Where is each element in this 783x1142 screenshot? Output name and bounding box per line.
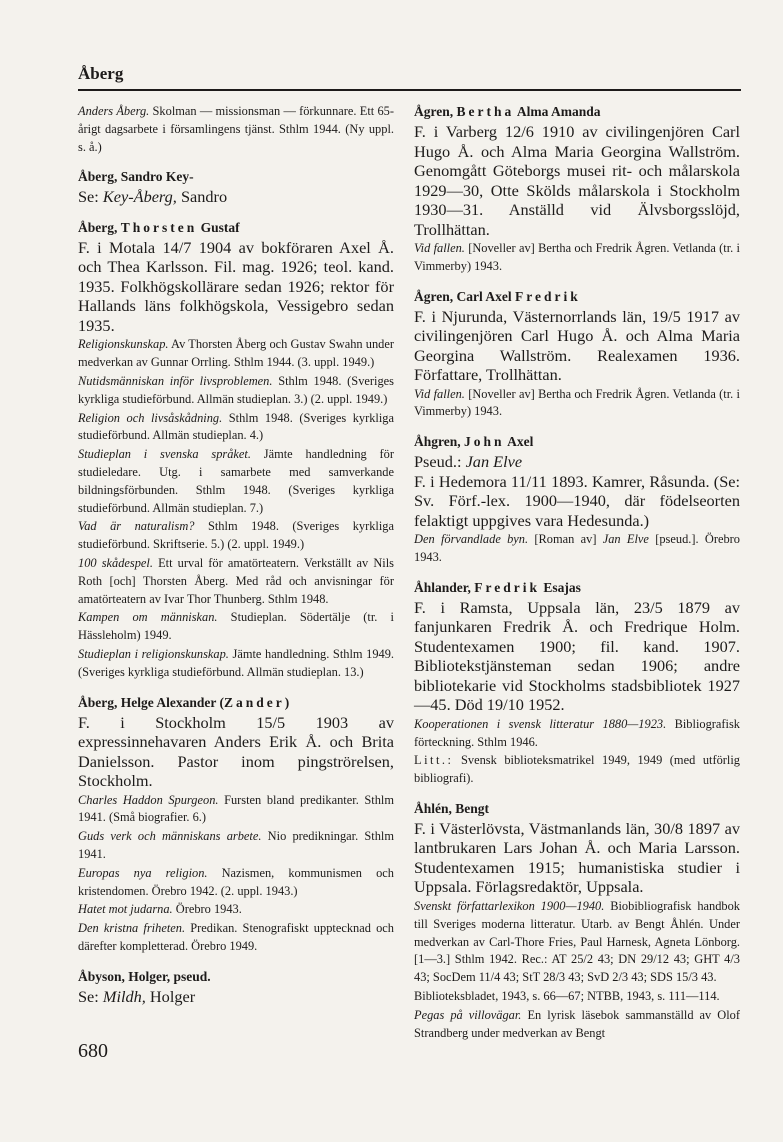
spaced-text: Bertha: [456, 104, 515, 119]
entry: [78, 967, 394, 1007]
spaced-text: Fredrik: [515, 288, 581, 304]
text-segment: Holger: [145, 986, 196, 1006]
work-citation: [78, 518, 394, 554]
text-segment: Åbyson, Holger, pseud.: [78, 968, 211, 984]
entry-heading: [78, 218, 394, 237]
header-rule: [78, 89, 741, 91]
text-segment: [Roman av]: [528, 532, 603, 547]
work-citation: [414, 240, 740, 276]
entry-heading: [78, 167, 394, 186]
text-segment: Ågren, Carl Axel: [414, 288, 515, 304]
work-citation: [414, 898, 740, 987]
text-segment: Åhlén, Bengt: [414, 800, 490, 816]
text-segment: Åhlander,: [414, 579, 475, 595]
work-citation: [414, 716, 740, 752]
text-segment: Bibliografisk förteckning. Sthlm 1946.: [414, 716, 740, 749]
italic-text: Religionskunskap.: [78, 337, 169, 352]
entry-biography: [78, 713, 394, 791]
work-citation: [78, 828, 394, 864]
italic-text: Den kristna friheten.: [78, 921, 186, 936]
text-segment: Sthlm 1948. (Sveriges kyrkliga studieförbund. Allmän studieplan. 3.) (2. uppl. 1949.): [78, 373, 394, 406]
entry: [78, 103, 394, 156]
spaced-text: Thorsten: [120, 219, 198, 235]
text-segment: Skolman — missionsman — förkunnare. Ett 65-årigt dagsarbete i församlingens tjänst. Sthlm 1944. (Ny uppl. s. å.): [78, 104, 395, 154]
entry-heading: [414, 432, 740, 451]
entry-heading: [414, 799, 740, 818]
italic-text: Hatet mot judarna.: [78, 902, 173, 917]
work-citation: [414, 752, 740, 788]
text-segment: Se:: [78, 187, 103, 207]
text-segment: Nio predikningar. Sthlm 1941.: [78, 829, 395, 861]
work-citation: [78, 920, 394, 956]
text-segment: ): [284, 694, 290, 710]
text-segment: [Noveller av] Bertha och Fredrik Ågren. Vetlanda (tr. i Vimmerby) 1943.: [414, 386, 740, 419]
entry: [414, 578, 740, 788]
text-segment: Sthlm 1948. (Sveriges kyrkliga studieförbund. Skriftserie. 5.) (2. uppl. 1949.): [78, 519, 395, 552]
text-segment: Åberg, Sandro Key-: [78, 169, 194, 185]
italic-text: Svenskt författarlexikon 1900—1940.: [414, 898, 605, 913]
entry: [78, 167, 394, 207]
work-citation: [78, 609, 394, 645]
text-segment: [Noveller av] Bertha och Fredrik Ågren. Vetlanda (tr. i Vimmerby) 1943.: [414, 241, 740, 273]
work-citation: [78, 865, 394, 901]
italic-text: Vid fallen.: [414, 241, 465, 255]
entry-heading: [414, 578, 740, 597]
right-column: [414, 102, 740, 1053]
entry-biography: [78, 187, 394, 207]
entry-heading: [414, 287, 740, 306]
text-segment: En lyrisk läsebok sammanställd av Olof Strandberg under medverkan av Bengt: [414, 1007, 740, 1040]
text-segment: Svensk biblioteksmatrikel 1949, 1949 (med utförlig bibliografi).: [414, 753, 740, 786]
entry-heading: [78, 693, 394, 712]
entry-heading: [78, 967, 394, 986]
text-segment: F. i Njurunda, Västernorrlands län, 19/5 1917 av civilingenjören Carl Hugo Å. och Alma Maria Georgina Wallström. Realexamen 1936. Författare, Trollhättan.: [414, 306, 740, 385]
work-citation: [414, 988, 740, 1006]
work-citation: [78, 103, 394, 156]
text-segment: Axel: [504, 434, 534, 450]
entry: [78, 693, 394, 956]
spaced-text: John: [464, 434, 505, 450]
text-segment: Jämte handledning. Sthlm 1949. (Sveriges kyrkliga studieförbund. Allmän studieplan. 13.): [78, 646, 394, 679]
italic-text: Nutidsmänniskan inför livsproblemen.: [78, 373, 273, 388]
entry: [414, 799, 740, 1042]
entry-heading: [414, 102, 740, 121]
running-head: Åberg: [78, 64, 124, 83]
text-segment: Alma Amanda: [514, 104, 601, 119]
entry-biography: [414, 472, 740, 531]
text-segment: Biblioteksbladet, 1943, s. 66—67; NTBB, 1943, s. 111—114.: [414, 988, 720, 1003]
italic-text: Studieplan i religionskunskap.: [78, 646, 229, 661]
italic-text: Jan Elve: [465, 452, 523, 472]
italic-text: Anders Åberg.: [78, 104, 150, 118]
page-number: 680: [78, 1040, 108, 1062]
left-column: [78, 102, 394, 1017]
text-segment: Nazismen, kommunismen och kristendomen. Örebro 1942. (2. uppl. 1943.): [78, 865, 394, 898]
text-segment: Sandro: [176, 187, 228, 207]
entry-biography: [78, 238, 394, 336]
italic-text: Den förvandlade byn.: [414, 532, 529, 547]
text-segment: Åberg,: [78, 219, 121, 235]
text-segment: Av Thorsten Åberg och Gustav Swahn under medverkan av Gunnar Orrling. Sthlm 1944. (3. uppl. 1949.): [78, 337, 394, 370]
spaced-text: Litt.:: [414, 753, 454, 768]
work-citation: [414, 1007, 740, 1043]
text-segment: Åhgren,: [414, 434, 465, 450]
work-citation: [78, 336, 394, 372]
work-citation: [78, 410, 394, 446]
work-citation: [78, 446, 394, 517]
text-segment: Ett urval för amatörteatern. Verkställt av Nils Roth [och] Thorsten Åberg. Med råd och anvisningar för amatörteatern av Ivar Thor Thunberg. Sthlm 1948.: [78, 555, 394, 606]
italic-text: Vid fallen.: [414, 386, 465, 401]
entry-biography: [414, 598, 740, 715]
italic-text: Charles Haddon Spurgeon.: [78, 792, 219, 807]
entry-biography: [414, 452, 740, 472]
text-segment: Se:: [78, 986, 103, 1006]
italic-text: Kampen om människan.: [78, 610, 218, 625]
entry-biography: [78, 987, 394, 1007]
text-segment: F. i Stockholm 15/5 1903 av expressinnehavaren Anders Erik Å. och Brita Danielsson. Pastor inom pingströrelsen, Stockholm.: [78, 712, 394, 791]
text-segment: Predikan. Stenografiskt upptecknad och därefter kompletterad. Örebro 1949.: [78, 921, 394, 953]
work-citation: [414, 386, 740, 422]
entry: [78, 218, 394, 682]
text-segment: Esajas: [540, 579, 581, 595]
italic-text: 100 skådespel.: [78, 555, 153, 570]
entry-biography: [414, 307, 740, 385]
text-segment: F. i Motala 14/7 1904 av bokföraren Axel Å. och Thea Karlsson. Fil. mag. 1926; teol. kand. 1935. Folkhögskollärare sedan 1926; rektor för Hallands läns folkhögskola, Vessigebro sedan 1935.: [78, 237, 394, 335]
entry: [414, 432, 740, 567]
text-segment: Pseud.:: [414, 452, 466, 472]
text-segment: F. i Hedemora 11/11 1893. Kamrer, Råsunda. (Se: Sv. Förf.-lex. 1900—1940, där födelseorten felaktigt uppgives vara Hedesunda.): [414, 471, 740, 530]
text-segment: Örebro 1943.: [172, 902, 242, 917]
text-segment: Sthlm 1948. (Sveriges kyrkliga studieförbund. Allmän studieplan. 4.): [78, 410, 394, 443]
italic-text: Studieplan i svenska språket.: [78, 447, 251, 462]
text-segment: Fursten bland predikanter. Sthlm 1941. (Små biografier. 6.): [78, 792, 394, 825]
work-citation: [78, 901, 394, 919]
italic-text: Mildh,: [102, 986, 146, 1006]
text-segment: F. i Varberg 12/6 1910 av civilingenjören Carl Hugo Å. och Alma Maria Georgina Wallström. Genomgått Göteborgs musei rit- och målarskola 1929—30, Otte Skölds målarskola i Stockholm 1930—31. Anställd vid Älvsborgsslöjd, Trollhättan.: [414, 122, 740, 239]
work-citation: [78, 792, 394, 828]
spaced-text: Zander: [223, 694, 285, 710]
text-segment: Jämte handledning för studieledare. Utg. i samarbete med samverkande bildningsförbunden. Sthlm 1948. (Sveriges kyrkliga studieförbund. Allmän studieplan. 7.): [78, 447, 394, 515]
entry: [414, 287, 740, 422]
entry: [414, 102, 740, 276]
entry-biography: [414, 122, 740, 239]
text-segment: F. i Västerlövsta, Västmanlands län, 30/8 1897 av lantbrukaren Lars Johan Å. och Maria Larsson. Studentexamen 1915; humanistiska studier i Uppsala. Förlagsredaktör, Uppsala.: [414, 818, 740, 897]
text-segment: Gustaf: [197, 219, 240, 235]
text-segment: Ågren,: [414, 104, 457, 119]
spaced-text: Fredrik: [474, 579, 541, 595]
italic-text: Vad är naturalism?: [78, 519, 195, 534]
text-segment: Åberg, Helge Alexander (: [78, 694, 224, 710]
italic-text: Pegas på villovägar.: [414, 1007, 522, 1022]
text-segment: Studieplan. Södertälje (tr. i Hässleholm) 1949.: [78, 610, 394, 643]
italic-text: Religion och livsåskådning.: [78, 410, 223, 425]
work-citation: [78, 555, 394, 608]
italic-text: Key-Åberg,: [102, 187, 177, 207]
work-citation: [78, 646, 394, 682]
text-segment: F. i Ramsta, Uppsala län, 23/5 1879 av fanjunkaren Fredrik Å. och Fredrique Holm. Studentexamen 1900; fil. kand. 1907. Bibliotekstjänsteman sedan 1906; andre bibliotekarie vid Stockholms stadsbibliotek 1927—45. Död 19/10 1952.: [414, 597, 740, 715]
italic-text: Guds verk och människans arbete.: [78, 829, 262, 844]
work-citation: [414, 531, 740, 567]
italic-text: Kooperationen i svensk litteratur 1880—1923.: [414, 716, 667, 731]
work-citation: [78, 373, 394, 409]
italic-text: Jan Elve: [602, 532, 649, 547]
text-segment: [pseud.]. Örebro 1943.: [414, 532, 740, 564]
entry-biography: [414, 819, 740, 897]
text-segment: Biobibliografisk handbok till Sveriges moderna litteratur. Utarb. av Bengt Åhlén. Under medverkan av Carl-Thore Fries, Paul Harnesk, Agneta Lönborg. [1—3.] Sthlm 1942. Rec.: AT 25/2 43; DN 29/12 43; GHT 4/3 43; SocDem 11/4 43; StT 28/3 43; SvD 2/3 43; SDS 15/3 43.: [414, 898, 740, 985]
italic-text: Europas nya religion.: [78, 865, 208, 880]
